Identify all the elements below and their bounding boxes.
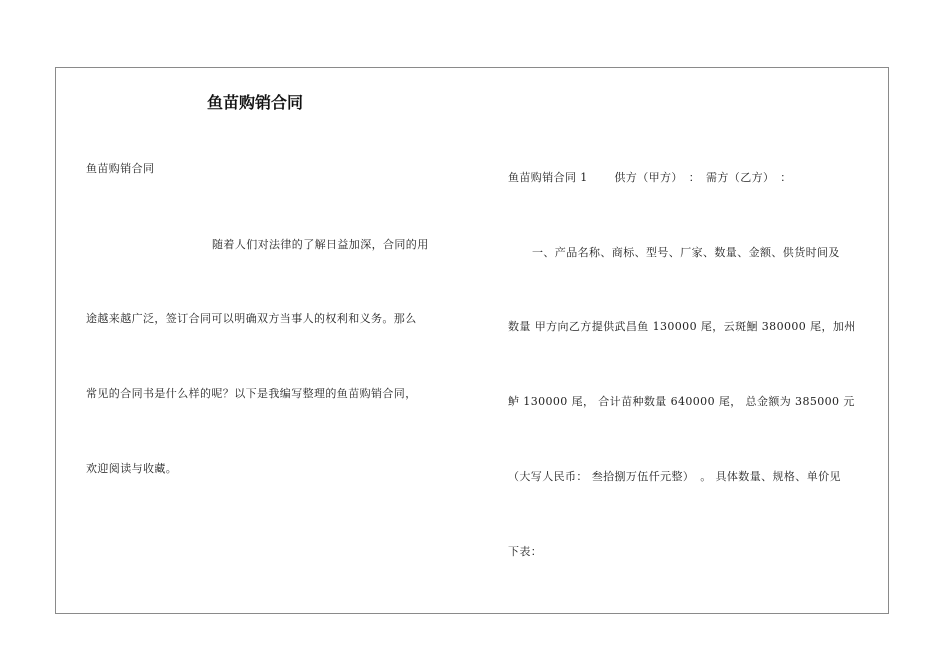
right-line-6: 下表： <box>508 545 543 558</box>
right-line-2: 一、产品名称、商标、型号、厂家、数量、金额、供货时间及 <box>532 246 840 259</box>
left-line-1: 鱼苗购销合同 <box>86 162 155 175</box>
document-title: 鱼苗购销合同 <box>207 93 304 112</box>
right-line-3: 数量 甲方向乙方提供武昌鱼 130000 尾，云斑鮰 380000 尾，加州 <box>508 320 856 333</box>
right-line-1: 鱼苗购销合同 1 供方（甲方） ： 需方（乙方） ： <box>508 171 792 184</box>
left-line-5: 欢迎阅读与收藏。 <box>86 462 178 475</box>
right-line-5: （大写人民币： 叁拾捌万伍仟元整） 。 具体数量、规格、单价见 <box>508 470 841 483</box>
left-line-3: 途越来越广泛，签订合同可以明确双方当事人的权利和义务。那么 <box>86 312 417 325</box>
left-line-2: 随着人们对法律的了解日益加深，合同的用 <box>212 238 429 251</box>
left-line-4: 常见的合同书是什么样的呢？以下是我编写整理的鱼苗购销合同， <box>86 387 417 400</box>
document-frame <box>55 67 889 614</box>
right-line-4: 鲈 130000 尾， 合计苗种数量 640000 尾， 总金额为 385000 元 <box>508 395 855 408</box>
